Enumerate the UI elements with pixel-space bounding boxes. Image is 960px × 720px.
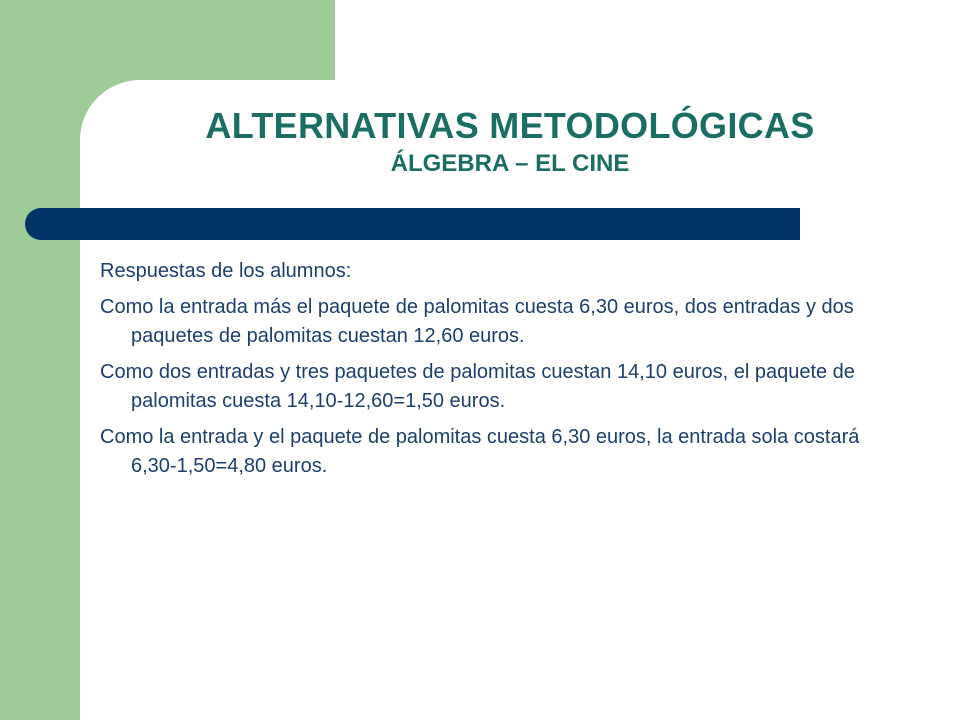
body-paragraph: Como la entrada y el paquete de palomitas cuesta 6,30 euros, la entrada sola costará 6,30-1,50=4,80 euros. xyxy=(100,426,860,477)
body-paragraph-intro: Respuestas de los alumnos: xyxy=(100,260,352,282)
body-paragraph: Como la entrada más el paquete de palomitas cuesta 6,30 euros, dos entradas y dos paquetes de palomitas cuestan 12,60 euros. xyxy=(100,296,854,347)
slide-title: ALTERNATIVAS METODOLÓGICAS xyxy=(205,105,815,146)
slide-subtitle: ÁLGEBRA – EL CINE xyxy=(390,150,630,177)
body-text xyxy=(100,257,900,488)
title-divider-bar xyxy=(25,208,800,240)
title-block xyxy=(80,105,940,179)
body-paragraph: Como dos entradas y tres paquetes de palomitas cuestan 14,10 euros, el paquete de palomitas cuesta 14,10-12,60=1,50 euros. xyxy=(100,361,855,412)
